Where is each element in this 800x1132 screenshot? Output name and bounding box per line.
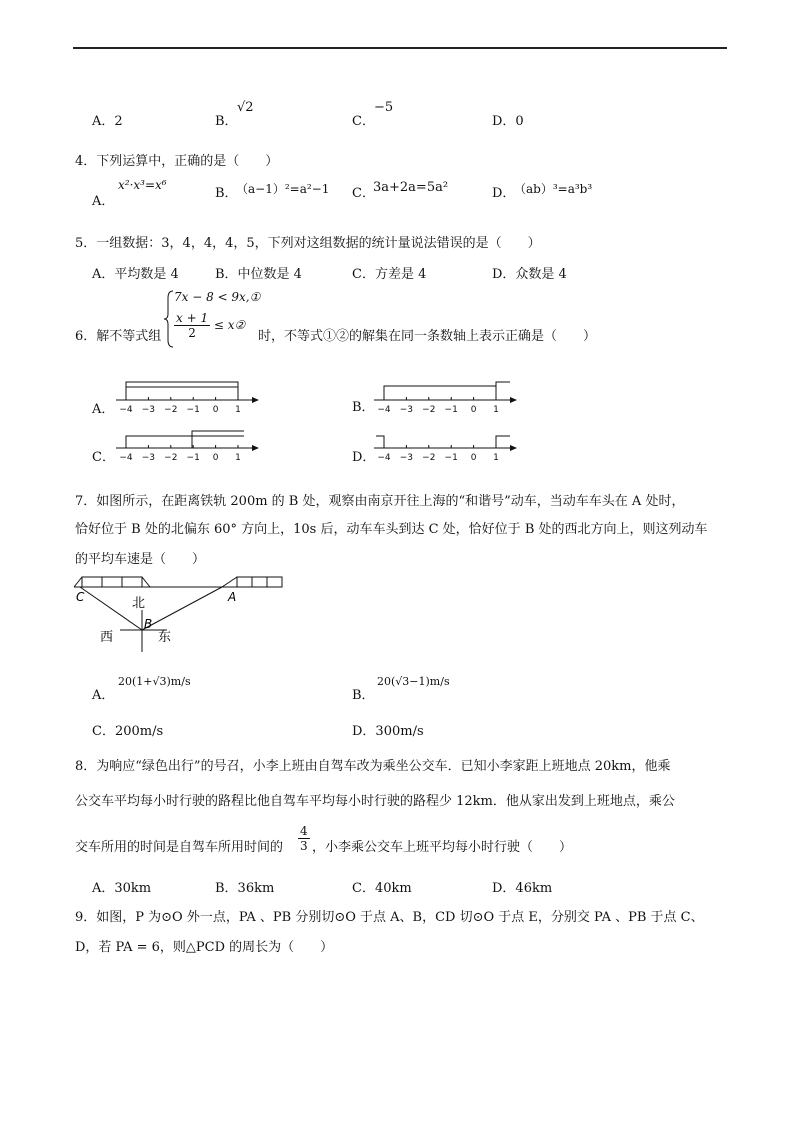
number-line-tick-label: 0 [470,405,477,414]
number-line-tick-label: 1 [235,453,241,462]
q9-line-2: D，若 PA = 6，则△PCD 的周长为（ ） [75,940,334,955]
number-line-tick-label: 1 [493,453,499,462]
number-line-tick-label: −3 [141,405,156,414]
q6-inequality-1: 7x − 8 < 9x,① [174,290,261,304]
q4-option-b: B． [215,186,238,201]
q4-option-b-expr: （a−1）²=a²−1 [236,182,330,196]
number-line-tick-label: 0 [212,405,219,414]
q7-figure-label-b: B [144,617,153,631]
number-line-tick-label: −3 [399,405,414,414]
q4-option-d-expr: （ab）³=a³b³ [514,182,593,196]
number-line-tick-label: −4 [377,405,391,414]
number-line-tick-label: 0 [470,453,477,462]
number-line-tick-label: 1 [493,405,499,414]
number-line-tick-label: −2 [422,405,436,414]
q8-fraction [298,824,310,853]
q4-option-c-expr: 3a+2a=5a² [373,180,449,195]
q6-number-line-b [370,378,520,414]
number-line-tick-label: −2 [164,405,178,414]
q5-option-a: A．平均数是 4 [92,267,179,282]
number-line-tick-label: −4 [119,453,133,462]
q4-option-c: C． [352,186,375,201]
q5-option-b: B．中位数是 4 [215,267,302,282]
q6-stem-suffix: 时，不等式①②的解集在同一条数轴上表示正确是（ ） [258,329,597,344]
number-line-tick-label: −1 [186,405,200,414]
q7-option-b-value: 20(√3−1)m/s [377,675,450,688]
q8-line-1: 8．为响应“绿色出行”的号召，小李上班由自驾车改为乘坐公交车．已知小李家距上班地点 20km，他乘 [75,759,671,774]
q6-option-c: C． [92,450,115,465]
q6-ineq2-denominator: 2 [188,326,196,340]
q6-ineq2-tail: ≤ x② [213,318,246,332]
q4-option-a: A． [92,194,115,209]
number-line-tick-label: −2 [422,453,436,462]
q7-option-a: A． [92,688,115,703]
q4-option-d: D． [492,186,516,201]
q5-option-d: D．众数是 4 [492,267,567,282]
number-line-tick-label: 1 [235,405,241,414]
q6-ineq2-numerator: x + 1 [176,311,209,325]
q8-line-3-prefix: 交车所用的时间是自驾车所用时间的 [75,840,284,855]
q8-fraction-denominator: 3 [300,839,308,853]
q6-number-line-d [370,426,520,462]
q7-option-c: C．200m/s [92,724,164,739]
q4-option-a-expr: x²·x³=x⁶ [118,178,167,192]
q7-figure-east: 东 [158,630,172,645]
q3-option-b: B． [215,114,238,129]
q3-option-d: D．0 [492,114,524,129]
q7-figure-label-c: C [76,590,85,604]
number-line-tick-label: 0 [212,453,219,462]
q7-option-d: D．300m/s [352,724,424,739]
q8-option-d: D．46km [492,881,553,896]
q6-inequality-2 [174,311,245,340]
q5-option-c: C．方差是 4 [352,267,427,282]
q7-figure-west: 西 [100,630,114,645]
number-line-tick-label: −4 [377,453,391,462]
number-line-tick-label: −3 [399,453,414,462]
q4-stem: 4．下列运算中，正确的是（ ） [75,154,279,169]
q8-option-a: A．30km [92,881,152,896]
q6-brace [164,290,174,348]
q6-number-line-c [112,426,262,462]
q6-option-d: D． [352,450,376,465]
q6-number-line-a [112,378,262,414]
q7-option-b: B． [352,688,375,703]
q8-option-b: B．36km [215,881,275,896]
number-line-tick-label: −2 [164,453,178,462]
number-line-tick-label: −1 [186,453,200,462]
q7-figure-north: 北 [132,596,146,611]
q3-option-c-value: −5 [374,100,394,115]
q7-option-a-value: 20(1+√3)m/s [118,675,191,688]
q8-line-3-suffix: ，小李乘公交车上班平均每小时行驶（ ） [312,840,573,855]
q3-option-c: C． [352,114,375,129]
q6-option-b: B． [352,400,375,415]
number-line-tick-label: −1 [444,405,458,414]
q7-figure-label-a: A [228,590,237,604]
number-line-tick-label: −1 [444,453,458,462]
number-line-tick-label: −4 [119,405,133,414]
q8-fraction-numerator: 4 [300,824,308,838]
q5-stem: 5．一组数据：3，4，4，4，5，下列对这组数据的统计量说法错误的是（ ） [75,236,541,251]
q3-option-b-value: √2 [237,100,254,115]
header-rule [73,47,727,49]
q3-option-a: A．2 [92,114,123,129]
q6-stem-prefix: 6．解不等式组 [75,329,162,344]
q9-line-1: 9．如图，P 为⊙O 外一点，PA 、PB 分别切⊙O 于点 A、B，CD 切⊙O 于点 E，分别交 PA 、PB 于点 C、 [75,910,704,925]
q8-line-2: 公交车平均每小时行驶的路程比他自驾车平均每小时行驶的路程少 12km．他从家出发到上班地点，乘公 [75,794,675,809]
q7-line-3: 的平均车速是（ ） [75,552,206,567]
number-line-tick-label: −3 [141,453,156,462]
q7-line-2: 恰好位于 B 处的北偏东 60° 方向上，10s 后，动车车头到达 C 处，恰好位于 B 处的西北方向上，则这列动车 [75,522,708,537]
q7-figure [72,570,292,660]
q6-option-a: A． [92,402,115,417]
q8-option-c: C．40km [352,881,412,896]
q7-line-1: 7．如图所示，在距离铁轨 200m 的 B 处，观察由南京开往上海的“和谐号”动车，当动车车头在 A 处时， [75,494,685,509]
